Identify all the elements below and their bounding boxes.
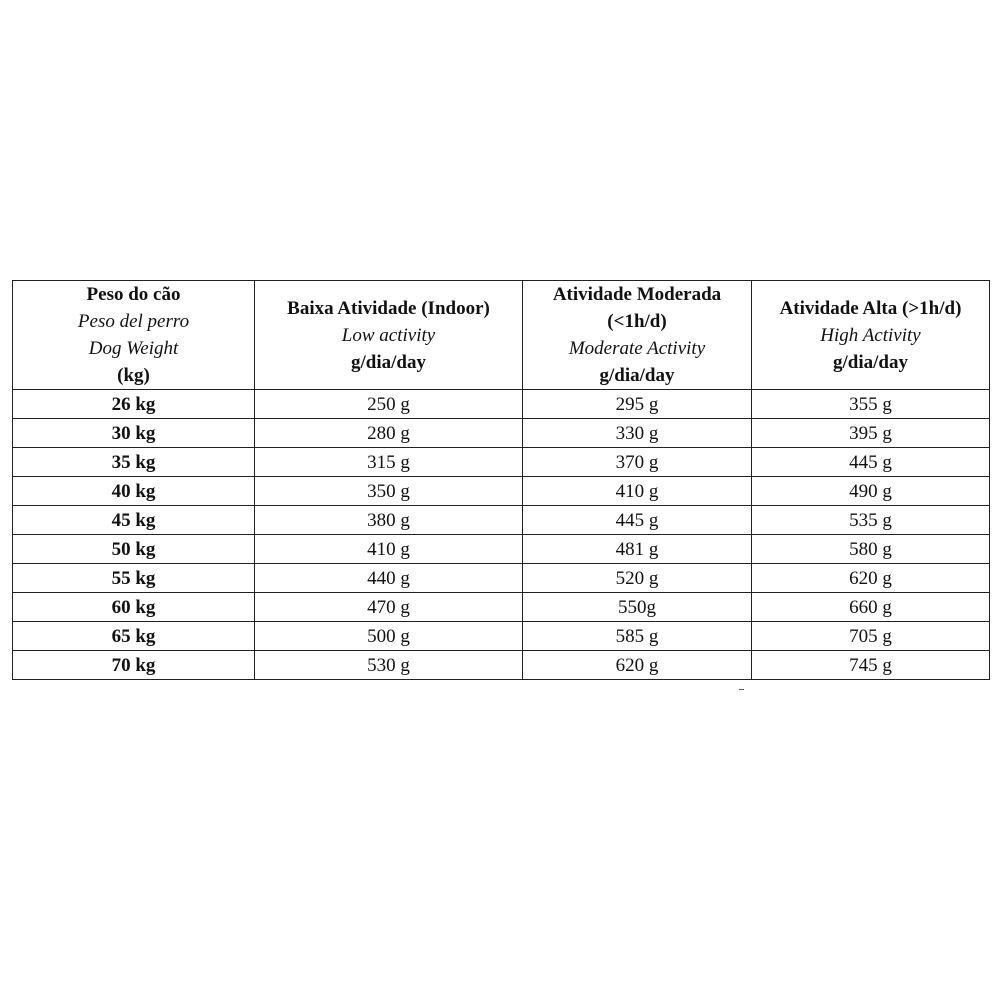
cell-high-activity: 660 g — [752, 593, 990, 622]
cell-high-activity: 355 g — [752, 390, 990, 419]
table-row — [13, 622, 990, 651]
cell-high-activity: 490 g — [752, 477, 990, 506]
cell-moderate-activity: 330 g — [523, 419, 752, 448]
cell-moderate-activity: 410 g — [523, 477, 752, 506]
header-high-activity — [752, 281, 990, 390]
cell-moderate-activity: 481 g — [523, 535, 752, 564]
cell-high-activity: 580 g — [752, 535, 990, 564]
cell-high-activity: 535 g — [752, 506, 990, 535]
table-row — [13, 419, 990, 448]
table-row — [13, 535, 990, 564]
header-weight-line-1: Peso do cão — [86, 284, 181, 305]
cell-low-activity: 440 g — [255, 564, 523, 593]
table-row — [13, 390, 990, 419]
cell-low-activity: 280 g — [255, 419, 523, 448]
feeding-table — [12, 280, 990, 680]
cell-high-activity: 705 g — [752, 622, 990, 651]
header-moderate-activity — [523, 281, 752, 390]
cell-weight: 55 kg — [13, 564, 255, 593]
cell-moderate-activity: 520 g — [523, 564, 752, 593]
header-high-line-1: Atividade Alta (>1h/d) — [779, 297, 962, 319]
table-row — [13, 448, 990, 477]
cell-moderate-activity: 550g — [523, 593, 752, 622]
cell-low-activity: 380 g — [255, 506, 523, 535]
cell-low-activity: 530 g — [255, 651, 523, 680]
table-row — [13, 564, 990, 593]
table-row — [13, 506, 990, 535]
cell-moderate-activity: 370 g — [523, 448, 752, 477]
table-row — [13, 477, 990, 506]
header-low-line-3: g/dia/day — [351, 351, 426, 373]
table-body — [13, 390, 990, 680]
table-row — [13, 651, 990, 680]
cell-low-activity: 470 g — [255, 593, 523, 622]
header-moderate-line-4: g/dia/day — [599, 365, 675, 386]
cell-moderate-activity: 620 g — [523, 651, 752, 680]
header-weight-line-3: Dog Weight — [88, 338, 179, 359]
header-weight-line-2: Peso del perro — [77, 311, 190, 332]
cell-weight: 50 kg — [13, 535, 255, 564]
cell-high-activity: 620 g — [752, 564, 990, 593]
cell-weight: 70 kg — [13, 651, 255, 680]
cell-moderate-activity: 295 g — [523, 390, 752, 419]
header-row — [13, 281, 990, 390]
header-high-line-2: High Activity — [820, 324, 921, 346]
cell-weight: 65 kg — [13, 622, 255, 651]
header-high-line-3: g/dia/day — [833, 351, 908, 373]
header-moderate-line-3: Moderate Activity — [568, 338, 706, 359]
cell-weight: 40 kg — [13, 477, 255, 506]
stray-mark — [739, 689, 744, 690]
cell-low-activity: 250 g — [255, 390, 523, 419]
table-header — [13, 281, 990, 390]
cell-weight: 30 kg — [13, 419, 255, 448]
header-low-activity — [255, 281, 523, 390]
cell-high-activity: 445 g — [752, 448, 990, 477]
table-row — [13, 593, 990, 622]
cell-weight: 60 kg — [13, 593, 255, 622]
header-low-line-1: Baixa Atividade (Indoor) — [287, 297, 490, 319]
cell-weight: 26 kg — [13, 390, 255, 419]
cell-moderate-activity: 585 g — [523, 622, 752, 651]
header-weight — [13, 281, 255, 390]
header-moderate-line-2: (<1h/d) — [607, 311, 667, 332]
cell-high-activity: 745 g — [752, 651, 990, 680]
cell-moderate-activity: 445 g — [523, 506, 752, 535]
cell-low-activity: 500 g — [255, 622, 523, 651]
cell-high-activity: 395 g — [752, 419, 990, 448]
header-weight-line-4: (kg) — [117, 365, 150, 386]
header-low-line-2: Low activity — [341, 324, 436, 346]
cell-low-activity: 315 g — [255, 448, 523, 477]
cell-weight: 35 kg — [13, 448, 255, 477]
cell-low-activity: 410 g — [255, 535, 523, 564]
cell-low-activity: 350 g — [255, 477, 523, 506]
header-moderate-line-1: Atividade Moderada — [552, 284, 722, 305]
cell-weight: 45 kg — [13, 506, 255, 535]
